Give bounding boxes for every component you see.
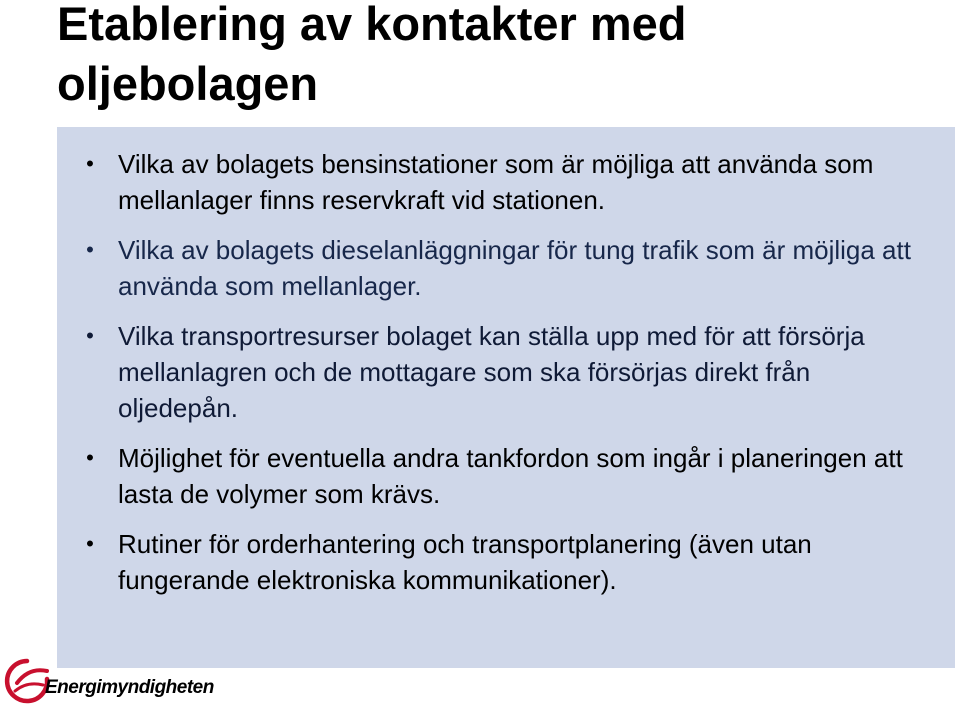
bullet-dot-icon: • — [86, 237, 94, 262]
bullet-item — [57, 318, 917, 426]
bullet-item — [57, 440, 917, 512]
bullet-item — [57, 526, 917, 598]
bullet-list — [57, 146, 917, 598]
bullet-dot-icon: • — [86, 151, 94, 176]
bullet-text: Rutiner för orderhantering och transportplanering (även utan fungerande elektroniska kommunikationer). — [118, 529, 812, 595]
energimyndigheten-logo — [0, 655, 220, 707]
bullet-text: Vilka av bolagets dieselanläggningar för tung trafik som är möjliga att använda som mellanlager. — [118, 235, 911, 301]
bullet-item — [57, 232, 917, 304]
bullet-dot-icon: • — [86, 445, 94, 470]
bullet-dot-icon: • — [86, 323, 94, 348]
bullet-text: Vilka av bolagets bensinstationer som är möjliga att använda som mellanlager finns reservkraft vid stationen. — [118, 149, 874, 215]
bullet-dot-icon: • — [86, 531, 94, 556]
slide-title: Etablering av kontakter med oljebolagen — [57, 0, 687, 110]
content-box — [57, 127, 955, 668]
bullet-item — [57, 146, 917, 218]
bullet-text: Möjlighet för eventuella andra tankfordon som ingår i planeringen att lasta de volymer som krävs. — [118, 443, 903, 509]
bullet-text: Vilka transportresurser bolaget kan ställa upp med för att försörja mellanlagren och de mottagare som ska försörjas direkt från oljedepån. — [118, 321, 865, 423]
logo-wordmark: Energimyndigheten — [45, 677, 214, 698]
energimyndigheten-logo-icon — [3, 657, 51, 705]
